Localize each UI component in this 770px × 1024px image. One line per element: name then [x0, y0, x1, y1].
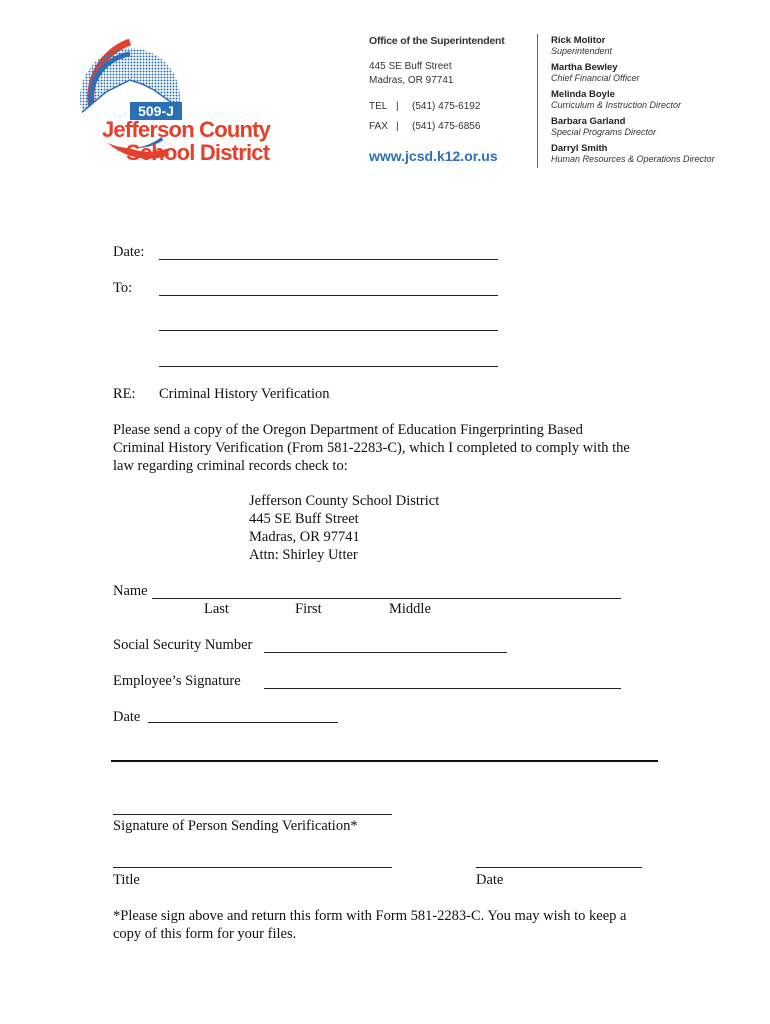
fax-label: FAX	[369, 121, 388, 132]
address-line1: 445 SE Buff Street	[369, 61, 452, 72]
district-name-line2: School District	[126, 140, 270, 165]
footnote-line2: copy of this form for your files.	[113, 926, 297, 942]
website-link[interactable]: www.jcsd.k12.or.us	[369, 148, 498, 164]
ssn-field[interactable]	[264, 652, 507, 653]
date2-label: Date	[113, 709, 141, 725]
staff-name-4: Barbara Garland	[551, 116, 626, 127]
staff-name-3: Melinda Boyle	[551, 89, 615, 100]
district-name-line1: Jefferson County	[102, 117, 271, 142]
staff-title-1: Superintendent	[551, 46, 613, 56]
fax-number: (541) 475-6856	[412, 121, 481, 132]
staff-title-5: Human Resources & Operations Director	[551, 154, 715, 164]
title-label: Title	[113, 872, 140, 888]
date-field[interactable]	[159, 259, 498, 260]
office-title: Office of the Superintendent	[369, 35, 505, 47]
recipient-address-line2: 445 SE Buff Street	[249, 511, 359, 527]
body-line2: Criminal History Verification (From 581-2283-C), which I completed to comply with the	[113, 440, 630, 456]
recipient-address-line1: Jefferson County School District	[249, 493, 440, 509]
body-line3: law regarding criminal records check to:	[113, 458, 348, 474]
section-divider	[111, 760, 658, 762]
employee-signature-label: Employee’s Signature	[113, 673, 241, 689]
employee-signature-field[interactable]	[264, 688, 621, 689]
name-part-middle: Middle	[389, 601, 431, 617]
tel-label: TEL	[369, 101, 388, 112]
date2-field[interactable]	[148, 722, 338, 723]
tel-separator: |	[396, 101, 399, 112]
staff-title-2: Chief Financial Officer	[551, 73, 640, 83]
name-label: Name	[113, 583, 148, 599]
staff-title-3: Curriculum & Instruction Director	[551, 100, 682, 110]
name-part-last: Last	[204, 601, 229, 617]
tel-number: (541) 475-6192	[412, 101, 481, 112]
ssn-label: Social Security Number	[113, 637, 253, 653]
recipient-address-line4: Attn: Shirley Utter	[249, 547, 358, 563]
staff-title-4: Special Programs Director	[551, 127, 657, 137]
recipient-address-line3: Madras, OR 97741	[249, 529, 360, 545]
district-number: 509-J	[130, 102, 182, 120]
name-field[interactable]	[152, 598, 621, 599]
sender-signature-label: Signature of Person Sending Verification*	[113, 818, 358, 834]
staff-name-1: Rick Molitor	[551, 35, 606, 46]
district-logo	[58, 34, 288, 174]
to-field-line2[interactable]	[159, 330, 498, 331]
date3-label: Date	[476, 872, 504, 888]
footnote-line1: *Please sign above and return this form with Form 581-2283-C. You may wish to keep a	[113, 908, 627, 924]
to-field-line1[interactable]	[159, 295, 498, 296]
staff-name-5: Darryl Smith	[551, 143, 608, 154]
staff-name-2: Martha Bewley	[551, 62, 618, 73]
header-divider	[537, 34, 538, 168]
body-line1: Please send a copy of the Oregon Department of Education Fingerprinting Based	[113, 422, 583, 438]
to-field-line3[interactable]	[159, 366, 498, 367]
address-line2: Madras, OR 97741	[369, 75, 454, 86]
name-part-first: First	[295, 601, 322, 617]
re-subject: Criminal History Verification	[159, 386, 330, 402]
sender-signature-field[interactable]	[113, 814, 392, 815]
fax-separator: |	[396, 121, 399, 132]
date-label: Date:	[113, 244, 145, 260]
re-label: RE:	[113, 386, 136, 402]
date3-field[interactable]	[476, 867, 642, 868]
to-label: To:	[113, 280, 133, 296]
title-field[interactable]	[113, 867, 392, 868]
